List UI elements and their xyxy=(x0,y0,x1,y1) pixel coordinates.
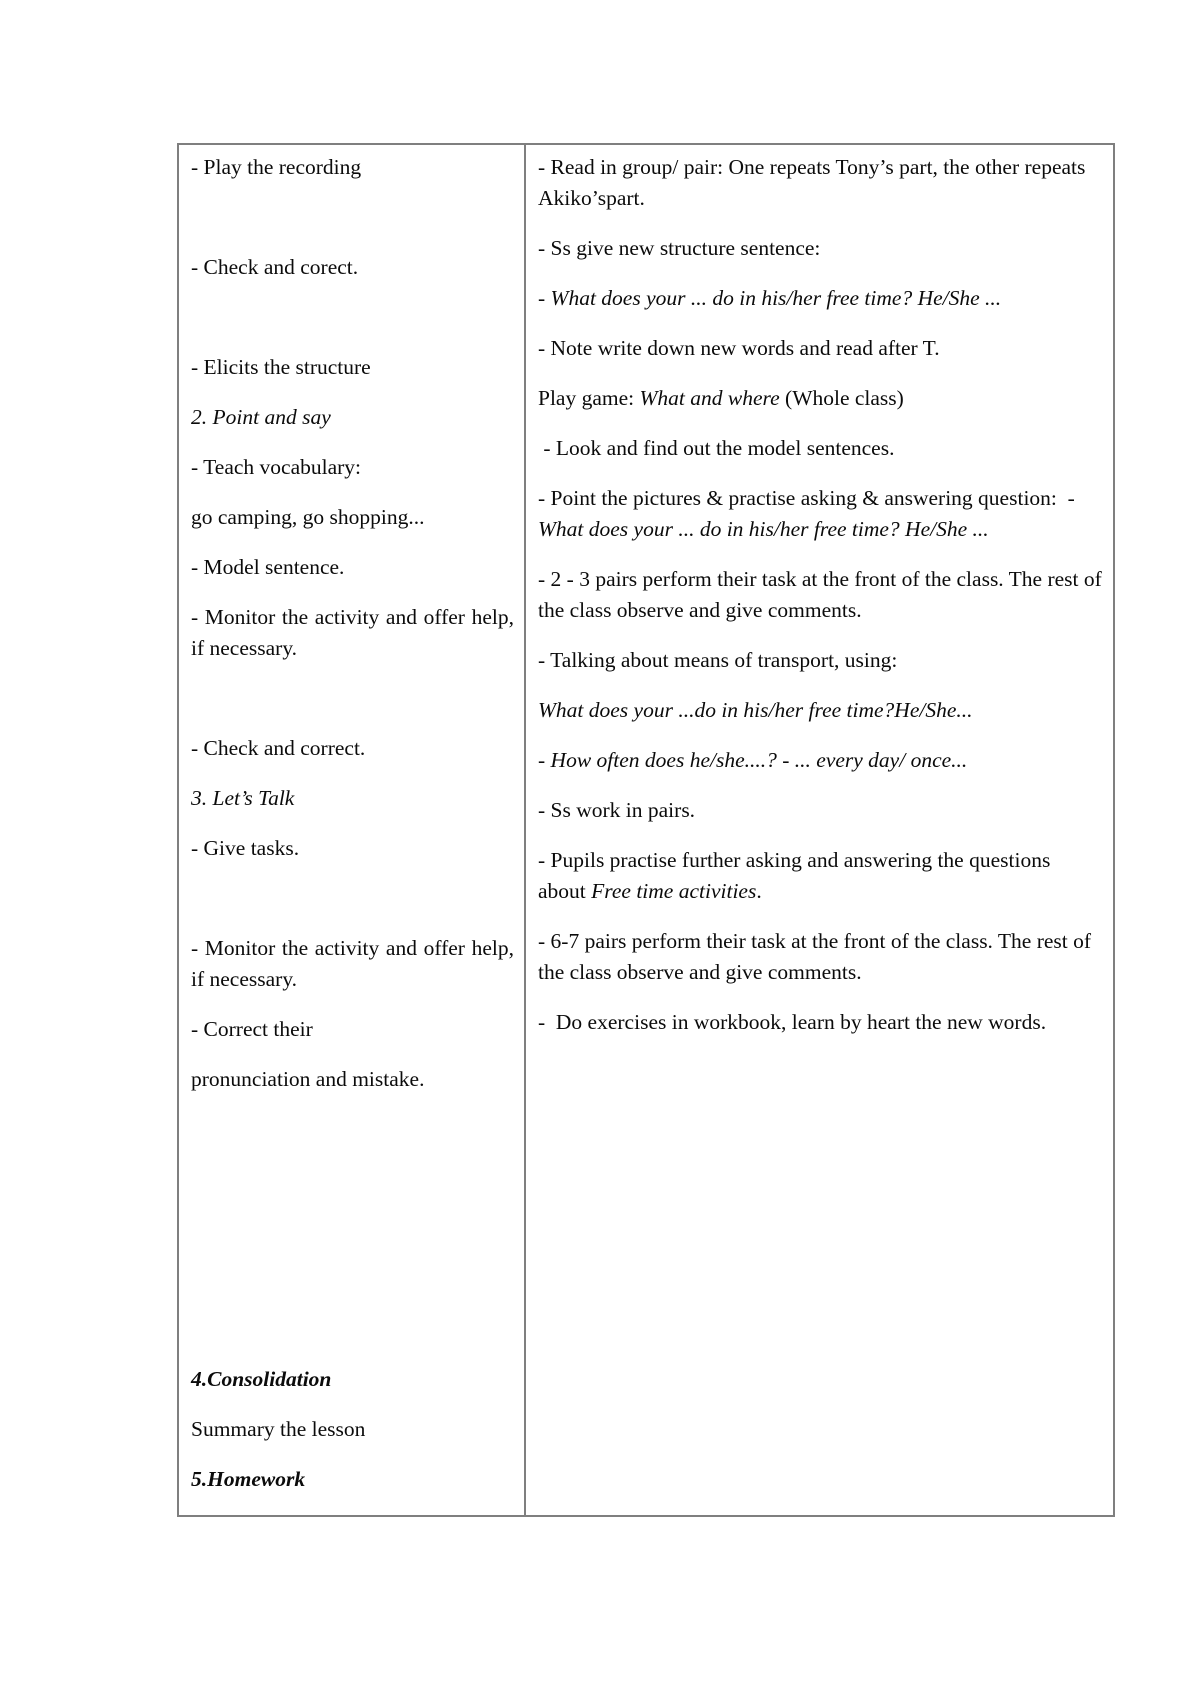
text-run: 5.Homework xyxy=(191,1467,306,1491)
paragraph xyxy=(191,552,514,583)
paragraph xyxy=(191,252,514,283)
paragraph xyxy=(538,645,1103,676)
text-run: - Ss give new structure sentence: xyxy=(538,236,821,260)
text-run: - Check and corect. xyxy=(191,255,359,279)
paragraph xyxy=(191,1414,514,1445)
paragraph xyxy=(191,733,514,764)
text-run: - What does your ... do in his/her free time? He/She ... xyxy=(538,286,1002,310)
paragraph xyxy=(538,845,1103,907)
paragraph xyxy=(191,502,514,533)
text-run: - Monitor the activity and offer help, if necessary. xyxy=(191,605,520,660)
text-run: - xyxy=(538,748,551,772)
paragraph xyxy=(191,1214,514,1245)
paragraph xyxy=(191,1014,514,1045)
paragraph xyxy=(191,883,514,914)
paragraph xyxy=(191,933,520,995)
text-run: - Point the pictures & practise asking & answering question: - xyxy=(538,486,1081,510)
paragraph xyxy=(191,402,514,433)
student-activities-column xyxy=(526,145,1113,1515)
text-run: - Give tasks. xyxy=(191,836,300,860)
paragraph xyxy=(538,233,1103,264)
lesson-plan-table xyxy=(177,143,1115,1517)
paragraph xyxy=(538,1007,1103,1038)
paragraph xyxy=(191,683,514,714)
text-run: - Pupils practise further asking and answering the questions about xyxy=(538,848,1056,903)
text-run: go camping, go shopping... xyxy=(191,505,425,529)
text-run: - Do exercises in workbook, learn by heart the new words. xyxy=(538,1010,1047,1034)
text-run: - Elicits the structure xyxy=(191,355,371,379)
text-run: - Teach vocabulary: xyxy=(191,455,362,479)
paragraph xyxy=(538,383,1103,414)
text-run: What and where xyxy=(639,386,780,410)
text-run: - Play the recording xyxy=(191,155,362,179)
text-run: . xyxy=(756,879,762,903)
teacher-activities-column xyxy=(179,145,526,1515)
text-run: How often does he/she....? - ... every day/ once... xyxy=(550,748,968,772)
text-run: - Talking about means of transport, using: xyxy=(538,648,898,672)
text-run: Summary the lesson xyxy=(191,1417,366,1441)
text-run: - Ss work in pairs. xyxy=(538,798,696,822)
paragraph xyxy=(538,333,1103,364)
text-run: What does your ... do in his/her free time? He/She ... xyxy=(538,517,989,541)
text-run: - Read in group/ pair: One repeats Tony’s part, the other repeats Akiko’spart. xyxy=(538,155,1090,210)
paragraph xyxy=(538,926,1103,988)
text-run: - 2 - 3 pairs perform their task at the front of the class. The rest of the class observe and give comments. xyxy=(538,567,1108,622)
paragraph xyxy=(191,1314,514,1345)
paragraph xyxy=(191,1164,514,1195)
text-run: - Note write down new words and read after T. xyxy=(538,336,940,360)
paragraph xyxy=(538,483,1103,545)
text-run: - Model sentence. xyxy=(191,555,345,579)
paragraph xyxy=(191,783,514,814)
paragraph xyxy=(191,833,514,864)
paragraph xyxy=(538,152,1103,214)
text-run: - 6-7 pairs perform their task at the front of the class. The rest of the class observe and give comments. xyxy=(538,929,1097,984)
paragraph xyxy=(191,152,514,183)
paragraph xyxy=(538,695,1103,726)
paragraph xyxy=(191,1364,514,1395)
paragraph xyxy=(191,1464,514,1495)
text-run: Free time activities xyxy=(591,879,757,903)
text-run: What does your ...do in his/her free time?He/She... xyxy=(538,698,973,722)
paragraph xyxy=(538,795,1103,826)
paragraph xyxy=(191,1064,514,1095)
text-run: (Whole class) xyxy=(779,386,904,410)
text-run: - Correct their xyxy=(191,1017,313,1041)
text-run: - Look and find out the model sentences. xyxy=(538,436,895,460)
paragraph xyxy=(191,302,514,333)
paragraph xyxy=(538,283,1103,314)
paragraph xyxy=(191,202,514,233)
paragraph xyxy=(191,452,514,483)
paragraph xyxy=(538,433,1103,464)
text-run: 2. Point and say xyxy=(191,405,331,429)
text-run: - Monitor the activity and offer help, if necessary. xyxy=(191,936,520,991)
text-run: Play game: xyxy=(538,386,640,410)
text-run: 4.Consolidation xyxy=(191,1367,332,1391)
paragraph xyxy=(191,602,520,664)
text-run: - Check and correct. xyxy=(191,736,366,760)
text-run: 3. Let’s Talk xyxy=(191,786,295,810)
paragraph xyxy=(191,1264,514,1295)
paragraph xyxy=(191,352,514,383)
text-run: pronunciation and mistake. xyxy=(191,1067,425,1091)
paragraph xyxy=(538,745,1103,776)
paragraph xyxy=(538,564,1108,626)
paragraph xyxy=(191,1114,514,1145)
